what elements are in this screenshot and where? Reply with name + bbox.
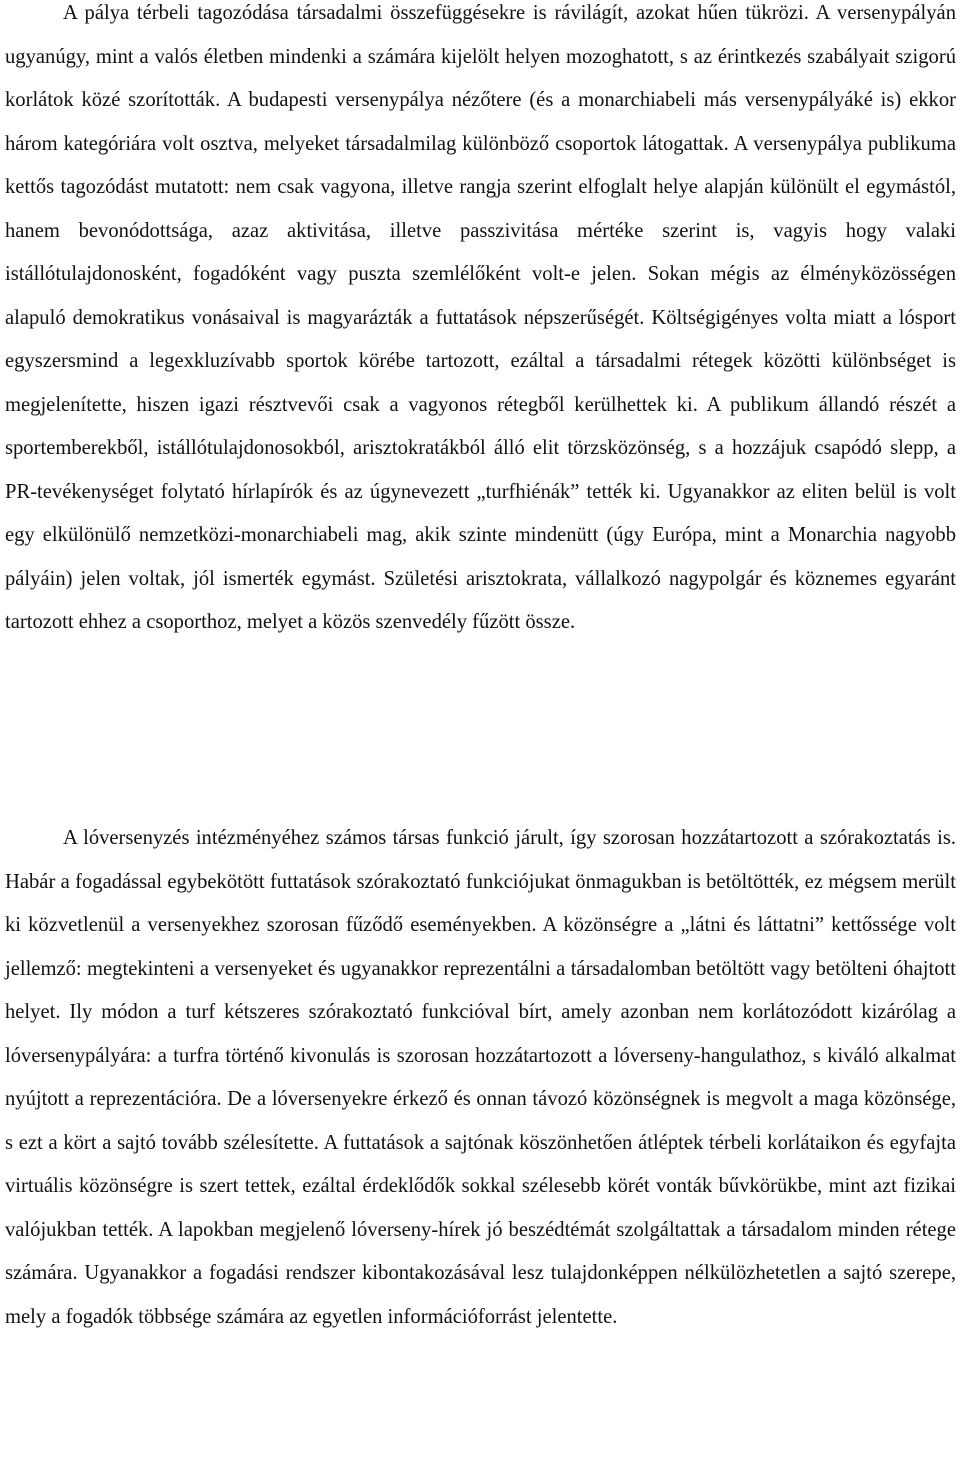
paragraph-1: A pálya térbeli tagozódása társadalmi összefüggésekre is rávilágít, azokat hűen tükrözi. A versenypályán ugyanúgy, mint a valós életben mindenki a számára kijelölt helyen mozoghatott, s az érintkezés szabályait szigorú korlátok közé szorították. A budapesti versenypálya nézőtere (és a monarchiabeli más versenypályáké is) ekkor három kategóriára volt osztva, melyeket társadalmilag különböző csoportok látogattak. A versenypálya publikuma kettős tagozódást mutatott: nem csak vagyona, illetve rangja szerint elfoglalt helye alapján különült el egymástól, hanem bevonódottsága, azaz aktivitása, illetve passzivitása mértéke szerint is, vagyis hogy valaki istállótulajdonosként, fogadóként vagy puszta szemlélőként volt-e jelen. Sokan mégis az élményközösségen alapuló demokratikus vonásaival is magyarázták a futtatások népszerűségét. Költségigényes volta miatt a lósport egyszersmind a legexkluzívabb sportok körébe tartozott, ezáltal a társadalmi rétegek közötti különbséget is megjelenítette, hiszen igazi résztvevői csak a vagyonos rétegből kerülhettek ki. A publikum állandó részét a sportemberekből, istállótulajdonosokból, arisztokratákból álló elit törzsközönség, s a hozzájuk csapódó slepp, a PR-tevékenységet folytató hírlapírók és az úgynevezett „turfhiénák” tették ki. Ugyanakkor az eliten belül is volt egy elkülönülő nemzetközi-monarchiabeli mag, akik szinte mindenütt (úgy Európa, mint a Monarchia nagyobb pályáin) jelen voltak, jól ismerték egymást. Születési arisztokrata, vállalkozó nagypolgár és köznemes egyaránt tartozott ehhez a csoporthoz, melyet a közös szenvedély fűzött össze. [5,2,956,633]
paragraph-2: A lóversenyzés intézményéhez számos társas funkció járult, így szorosan hozzátartozott a szórakoztatás is. Habár a fogadással egybekötött futtatások szórakoztató funkciójukat önmagukban is betöltötték, ez mégsem merült ki közvetlenül a versenyekhez szorosan fűződő eseményekben. A közönségre a „látni és láttatni” kettőssége volt jellemző: megtekinteni a versenyeket és ugyanakkor reprezentálni a társadalomban betöltött vagy betölteni óhajtott helyet. Ily módon a turf kétszeres szórakoztató funkcióval bírt, amely azonban nem korlátozódott kizárólag a lóversenypályára: a turfra történő kivonulás is szorosan hozzátartozott a lóverseny-hangulathoz, s kiváló alkalmat nyújtott a reprezentációra. De a lóversenyekre érkező és onnan távozó közönségnek is megvolt a maga közönsége, s ezt a kört a sajtó tovább szélesítette. A futtatások a sajtónak köszönhetően átléptek térbeli korlátaikon és egyfajta virtuális közönségre is szert tettek, ezáltal érdeklődők sokkal szélesebb körét vonták bűvkörükbe, mint azt fizikai valójukban tették. A lapokban megjelenő lóverseny-hírek jó beszédtémát szolgáltattak a társadalom minden rétege számára. Ugyanakkor a fogadási rendszer kibontakozásával lesz tulajdonképpen nélkülözhetetlen a sajtó szerepe, mely a fogadók többsége számára az egyetlen információforrást jelentette. [5,827,956,1328]
